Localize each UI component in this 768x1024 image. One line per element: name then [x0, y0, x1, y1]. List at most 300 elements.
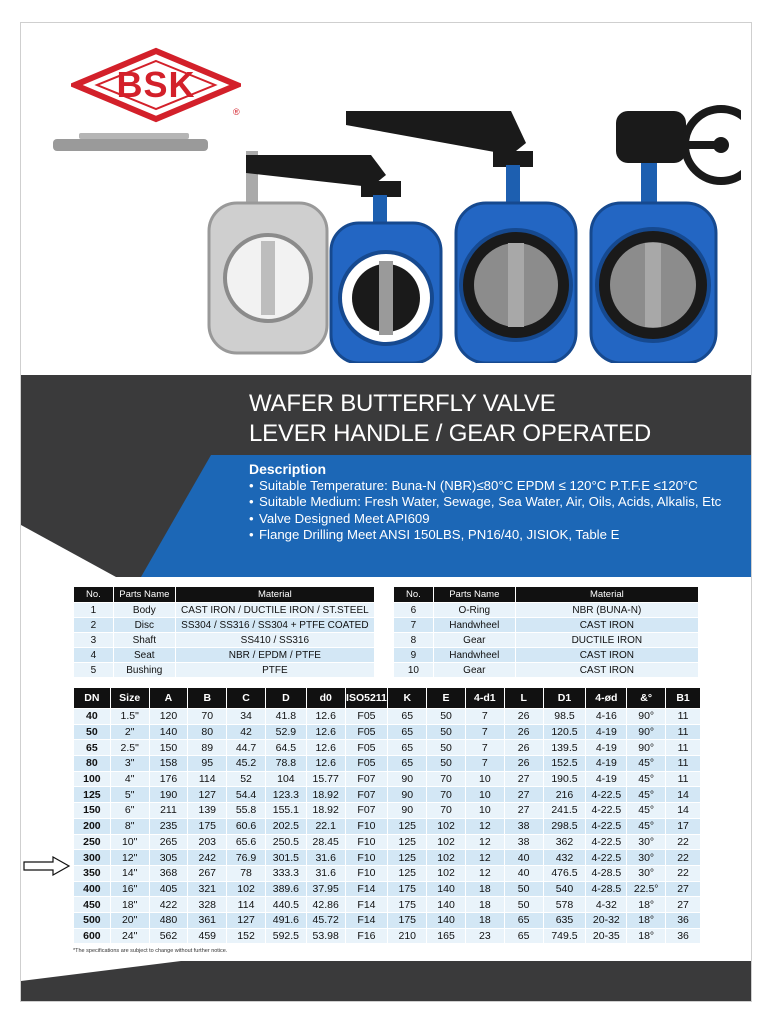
table-cell: 368 [149, 865, 188, 881]
table-cell: 17 [666, 818, 701, 834]
table-cell: 432 [543, 850, 586, 866]
table-cell: 140 [427, 912, 466, 928]
table-cell: 5 [74, 663, 114, 678]
table-cell: 333.3 [265, 865, 306, 881]
table-cell: 10 [394, 663, 434, 678]
table-cell: 592.5 [265, 928, 306, 944]
table-cell: 102 [427, 850, 466, 866]
table-cell: 90° [627, 724, 666, 740]
table-cell: 4-28.5 [586, 865, 627, 881]
table-cell: 18 [465, 881, 504, 897]
table-cell: 139.5 [543, 740, 586, 756]
table-row [74, 709, 701, 725]
table-cell: 2 [74, 618, 114, 633]
table-cell: 250 [74, 834, 111, 850]
table-cell: 389.6 [265, 881, 306, 897]
table-cell: 95 [188, 756, 227, 772]
description-bullet: • Suitable Medium: Fresh Water, Sewage, Sea Water, Air, Oils, Acids, Alkalis, Etc [249, 494, 749, 510]
table-cell: 578 [543, 897, 586, 913]
table-cell: 45.2 [227, 756, 266, 772]
table-cell: 9 [394, 648, 434, 663]
table-row [394, 633, 699, 648]
table-cell: 3" [110, 756, 149, 772]
table-cell: 459 [188, 928, 227, 944]
description-bullet: • Suitable Temperature: Buna-N (NBR)≤80°C EPDM ≤ 120°C P.T.F.E ≤120°C [249, 478, 749, 494]
table-cell: 18" [110, 897, 149, 913]
table-cell: 5" [110, 787, 149, 803]
table-cell: 65 [388, 756, 427, 772]
table-cell: 3 [74, 633, 114, 648]
table-cell: 12 [465, 865, 504, 881]
table-cell: F10 [345, 834, 388, 850]
table-cell: 78 [227, 865, 266, 881]
table-cell: 55.8 [227, 803, 266, 819]
table-cell: 36 [666, 928, 701, 944]
datasheet-page [20, 22, 752, 1002]
table-cell: 4-22.5 [586, 850, 627, 866]
table-cell: 90° [627, 709, 666, 725]
table-cell: 102 [227, 881, 266, 897]
table-cell: 4" [110, 771, 149, 787]
parts-table-left [73, 586, 375, 678]
table-cell: 125 [388, 834, 427, 850]
description-block [249, 461, 749, 543]
table-cell: 90 [388, 787, 427, 803]
col-header: Parts Name [113, 587, 175, 603]
table-cell: 12 [465, 834, 504, 850]
table-cell: 400 [74, 881, 111, 897]
table-cell: 65 [504, 928, 543, 944]
table-cell: 7 [465, 709, 504, 725]
table-cell: 70 [427, 771, 466, 787]
col-header: A [149, 688, 188, 709]
table-cell: 22.1 [306, 818, 345, 834]
table-cell: 120.5 [543, 724, 586, 740]
table-cell: 635 [543, 912, 586, 928]
table-cell: 28.45 [306, 834, 345, 850]
table-cell: 6" [110, 803, 149, 819]
table-cell: 203 [188, 834, 227, 850]
table-cell: 405 [149, 881, 188, 897]
table-cell: 76.9 [227, 850, 266, 866]
table-row [74, 724, 701, 740]
description-bullet: • Valve Designed Meet API609 [249, 511, 749, 527]
table-cell: 70 [427, 787, 466, 803]
col-header: Size [110, 688, 149, 709]
dimensions-table [73, 687, 701, 944]
table-cell: SS304 / SS316 / SS304 + PTFE COATED [175, 618, 374, 633]
table-cell: 11 [666, 771, 701, 787]
table-row [74, 740, 701, 756]
table-cell: 4 [74, 648, 114, 663]
description-bullet: • Flange Drilling Meet ANSI 150LBS, PN16/40, JISIOK, Table E [249, 527, 749, 543]
table-cell: 4-22.5 [586, 818, 627, 834]
col-header: L [504, 688, 543, 709]
table-cell: 4-19 [586, 756, 627, 772]
table-row [394, 648, 699, 663]
table-cell: Gear [433, 633, 515, 648]
table-cell: 42.86 [306, 897, 345, 913]
table-cell: 140 [427, 897, 466, 913]
table-cell: 211 [149, 803, 188, 819]
col-header: Parts Name [433, 587, 515, 603]
table-cell: F07 [345, 803, 388, 819]
table-cell: 4-22.5 [586, 787, 627, 803]
table-row [394, 663, 699, 678]
table-row [394, 618, 699, 633]
table-cell: 18 [465, 897, 504, 913]
table-cell: 80 [188, 724, 227, 740]
table-cell: 18.92 [306, 803, 345, 819]
logo-text: BSK [116, 64, 196, 105]
table-cell: 18 [465, 912, 504, 928]
table-cell: 361 [188, 912, 227, 928]
col-header: E [427, 688, 466, 709]
table-cell: 102 [427, 818, 466, 834]
table-cell: 50 [427, 756, 466, 772]
table-cell: 30° [627, 834, 666, 850]
table-cell: 52 [227, 771, 266, 787]
table-cell: PTFE [175, 663, 374, 678]
table-row [74, 834, 701, 850]
table-cell: 422 [149, 897, 188, 913]
table-cell: 210 [388, 928, 427, 944]
table-cell: 34 [227, 709, 266, 725]
table-cell: 45° [627, 803, 666, 819]
table-cell: F05 [345, 724, 388, 740]
table-cell: 450 [74, 897, 111, 913]
table-cell: 10 [465, 771, 504, 787]
table-cell: F14 [345, 881, 388, 897]
table-cell: 4-19 [586, 771, 627, 787]
table-cell: 16" [110, 881, 149, 897]
table-cell: 90 [388, 803, 427, 819]
table-cell: F07 [345, 771, 388, 787]
table-cell: 65 [74, 740, 111, 756]
table-cell: 265 [149, 834, 188, 850]
table-cell: 8 [394, 633, 434, 648]
table-cell: 26 [504, 740, 543, 756]
table-cell: 749.5 [543, 928, 586, 944]
table-cell: 4-16 [586, 709, 627, 725]
table-cell: 44.7 [227, 740, 266, 756]
col-header: Material [515, 587, 698, 603]
table-cell: 140 [149, 724, 188, 740]
table-cell: NBR (BUNA-N) [515, 603, 698, 618]
table-cell: 202.5 [265, 818, 306, 834]
table-cell: 10 [465, 787, 504, 803]
table-cell: 114 [227, 897, 266, 913]
table-cell: 10 [465, 803, 504, 819]
table-cell: Seat [113, 648, 175, 663]
table-cell: 440.5 [265, 897, 306, 913]
col-header: B [188, 688, 227, 709]
table-cell: 152 [227, 928, 266, 944]
registered-mark: ® [233, 107, 240, 117]
table-cell: 120 [149, 709, 188, 725]
table-cell: 190 [149, 787, 188, 803]
col-header: 4-ød [586, 688, 627, 709]
col-header: No. [394, 587, 434, 603]
table-cell: 31.6 [306, 865, 345, 881]
table-cell: 267 [188, 865, 227, 881]
table-cell: 65 [388, 740, 427, 756]
table-cell: 45° [627, 756, 666, 772]
table-cell: 70 [427, 803, 466, 819]
table-cell: 12.6 [306, 709, 345, 725]
table-cell: 328 [188, 897, 227, 913]
table-cell: 78.8 [265, 756, 306, 772]
table-cell: CAST IRON [515, 663, 698, 678]
table-cell: F10 [345, 818, 388, 834]
table-row [74, 818, 701, 834]
table-row [74, 897, 701, 913]
table-cell: 65.6 [227, 834, 266, 850]
table-row [74, 881, 701, 897]
table-cell: 14 [666, 787, 701, 803]
table-cell: 2" [110, 724, 149, 740]
table-cell: 4-32 [586, 897, 627, 913]
title-line-2: LEVER HANDLE / GEAR OPERATED [249, 420, 652, 447]
table-cell: CAST IRON / DUCTILE IRON / ST.STEEL [175, 603, 374, 618]
table-cell: 89 [188, 740, 227, 756]
table-cell: 12 [465, 818, 504, 834]
table-cell: 50 [504, 881, 543, 897]
table-cell: 20" [110, 912, 149, 928]
col-header: &° [627, 688, 666, 709]
row-pointer-arrow-icon [23, 856, 71, 876]
col-header: Material [175, 587, 374, 603]
table-cell: 562 [149, 928, 188, 944]
table-cell: 70 [188, 709, 227, 725]
table-cell: 350 [74, 865, 111, 881]
table-cell: Handwheel [433, 618, 515, 633]
description-heading: Description [249, 461, 327, 477]
table-cell: 241.5 [543, 803, 586, 819]
table-cell: 235 [149, 818, 188, 834]
table-cell: DUCTILE IRON [515, 633, 698, 648]
table-cell: 27 [504, 803, 543, 819]
table-cell: 53.98 [306, 928, 345, 944]
table-row [74, 787, 701, 803]
table-row [74, 850, 701, 866]
table-cell: 321 [188, 881, 227, 897]
col-header: C [227, 688, 266, 709]
table-cell: 41.8 [265, 709, 306, 725]
col-header: d0 [306, 688, 345, 709]
table-cell: 22 [666, 865, 701, 881]
table-cell: O-Ring [433, 603, 515, 618]
table-cell: 1 [74, 603, 114, 618]
gear-operated-valve-icon [591, 109, 741, 363]
valve-product-images [41, 63, 741, 363]
table-row [394, 603, 699, 618]
col-header: B1 [666, 688, 701, 709]
table-cell: 52.9 [265, 724, 306, 740]
table-row [74, 663, 375, 678]
table-cell: 8" [110, 818, 149, 834]
table-cell: 11 [666, 709, 701, 725]
table-cell: 30° [627, 865, 666, 881]
table-cell: 7 [465, 724, 504, 740]
table-cell: 23 [465, 928, 504, 944]
table-cell: 18° [627, 897, 666, 913]
table-cell: 90° [627, 740, 666, 756]
table-cell: 476.5 [543, 865, 586, 881]
table-cell: 27 [666, 881, 701, 897]
table-row [74, 603, 375, 618]
table-cell: 12 [465, 850, 504, 866]
table-cell: 65 [504, 912, 543, 928]
table-cell: 7 [465, 756, 504, 772]
table-cell: 150 [149, 740, 188, 756]
table-cell: 4-28.5 [586, 881, 627, 897]
table-cell: Disc [113, 618, 175, 633]
table-cell: 127 [227, 912, 266, 928]
col-header: No. [74, 587, 114, 603]
table-cell: F14 [345, 897, 388, 913]
table-cell: 4-19 [586, 724, 627, 740]
table-cell: 1.5" [110, 709, 149, 725]
table-cell: 362 [543, 834, 586, 850]
table-cell: 190.5 [543, 771, 586, 787]
table-cell: 600 [74, 928, 111, 944]
table-cell: 98.5 [543, 709, 586, 725]
table-cell: 102 [427, 865, 466, 881]
table-cell: 26 [504, 756, 543, 772]
table-cell: 127 [188, 787, 227, 803]
table-cell: 27 [504, 771, 543, 787]
col-header: D1 [543, 688, 586, 709]
table-cell: 301.5 [265, 850, 306, 866]
table-row [74, 912, 701, 928]
table-row [74, 648, 375, 663]
table-cell: 491.6 [265, 912, 306, 928]
table-cell: Gear [433, 663, 515, 678]
table-cell: 30° [627, 850, 666, 866]
table-cell: F10 [345, 850, 388, 866]
table-cell: 15.77 [306, 771, 345, 787]
col-header: ISO5211 [345, 688, 388, 709]
table-cell: 175 [188, 818, 227, 834]
table-cell: 20-32 [586, 912, 627, 928]
table-cell: CAST IRON [515, 618, 698, 633]
table-cell: 38 [504, 818, 543, 834]
table-cell: 250.5 [265, 834, 306, 850]
table-cell: 65 [388, 724, 427, 740]
table-cell: 200 [74, 818, 111, 834]
table-cell: 50 [427, 709, 466, 725]
table-cell: 4-19 [586, 740, 627, 756]
col-header: K [388, 688, 427, 709]
table-cell: 12.6 [306, 756, 345, 772]
table-cell: 14" [110, 865, 149, 881]
table-cell: 165 [427, 928, 466, 944]
table-cell: F07 [345, 787, 388, 803]
table-cell: 140 [427, 881, 466, 897]
table-cell: 152.5 [543, 756, 586, 772]
table-cell: Body [113, 603, 175, 618]
table-cell: Handwheel [433, 648, 515, 663]
table-cell: 50 [427, 724, 466, 740]
table-cell: 45.72 [306, 912, 345, 928]
table-cell: 102 [427, 834, 466, 850]
table-cell: 11 [666, 740, 701, 756]
table-cell: 18° [627, 928, 666, 944]
table-row [74, 928, 701, 944]
table-cell: 540 [543, 881, 586, 897]
table-cell: 90 [388, 771, 427, 787]
table-cell: CAST IRON [515, 648, 698, 663]
table-cell: 54.4 [227, 787, 266, 803]
table-row [74, 618, 375, 633]
parts-table-right [393, 586, 699, 678]
table-cell: 300 [74, 850, 111, 866]
title-line-1: WAFER BUTTERFLY VALVE [249, 390, 556, 417]
table-cell: 27 [504, 787, 543, 803]
col-header: D [265, 688, 306, 709]
table-cell: 150 [74, 803, 111, 819]
table-cell: 11 [666, 724, 701, 740]
table-cell: 7 [465, 740, 504, 756]
table-cell: 7 [394, 618, 434, 633]
table-cell: 125 [388, 865, 427, 881]
table-cell: 100 [74, 771, 111, 787]
table-cell: 45° [627, 787, 666, 803]
table-cell: 500 [74, 912, 111, 928]
table-cell: 480 [149, 912, 188, 928]
footnote: *The specifications are subject to change without further notice. [73, 948, 228, 954]
table-cell: F16 [345, 928, 388, 944]
table-cell: 80 [74, 756, 111, 772]
table-cell: 242 [188, 850, 227, 866]
table-cell: 22.5° [627, 881, 666, 897]
table-cell: 6 [394, 603, 434, 618]
table-cell: 22 [666, 850, 701, 866]
table-cell: F10 [345, 865, 388, 881]
table-cell: 40 [504, 850, 543, 866]
table-cell: 11 [666, 756, 701, 772]
table-cell: 18.92 [306, 787, 345, 803]
table-cell: 216 [543, 787, 586, 803]
col-header: DN [74, 688, 111, 709]
table-cell: 175 [388, 881, 427, 897]
table-cell: 42 [227, 724, 266, 740]
table-cell: NBR / EPDM / PTFE [175, 648, 374, 663]
table-cell: 12" [110, 850, 149, 866]
table-cell: F05 [345, 709, 388, 725]
table-cell: 123.3 [265, 787, 306, 803]
table-cell: 31.6 [306, 850, 345, 866]
table-cell: 125 [388, 850, 427, 866]
page-title [249, 389, 651, 449]
table-row [74, 771, 701, 787]
table-cell: 158 [149, 756, 188, 772]
table-cell: 176 [149, 771, 188, 787]
table-cell: 38 [504, 834, 543, 850]
table-row [74, 865, 701, 881]
table-cell: 104 [265, 771, 306, 787]
table-cell: F14 [345, 912, 388, 928]
table-row [74, 756, 701, 772]
band-diagonal-icon [21, 455, 281, 577]
table-cell: 4-22.5 [586, 803, 627, 819]
table-cell: 65 [388, 709, 427, 725]
table-cell: 45° [627, 771, 666, 787]
table-cell: 36 [666, 912, 701, 928]
table-cell: 50 [74, 724, 111, 740]
table-cell: 12.6 [306, 740, 345, 756]
